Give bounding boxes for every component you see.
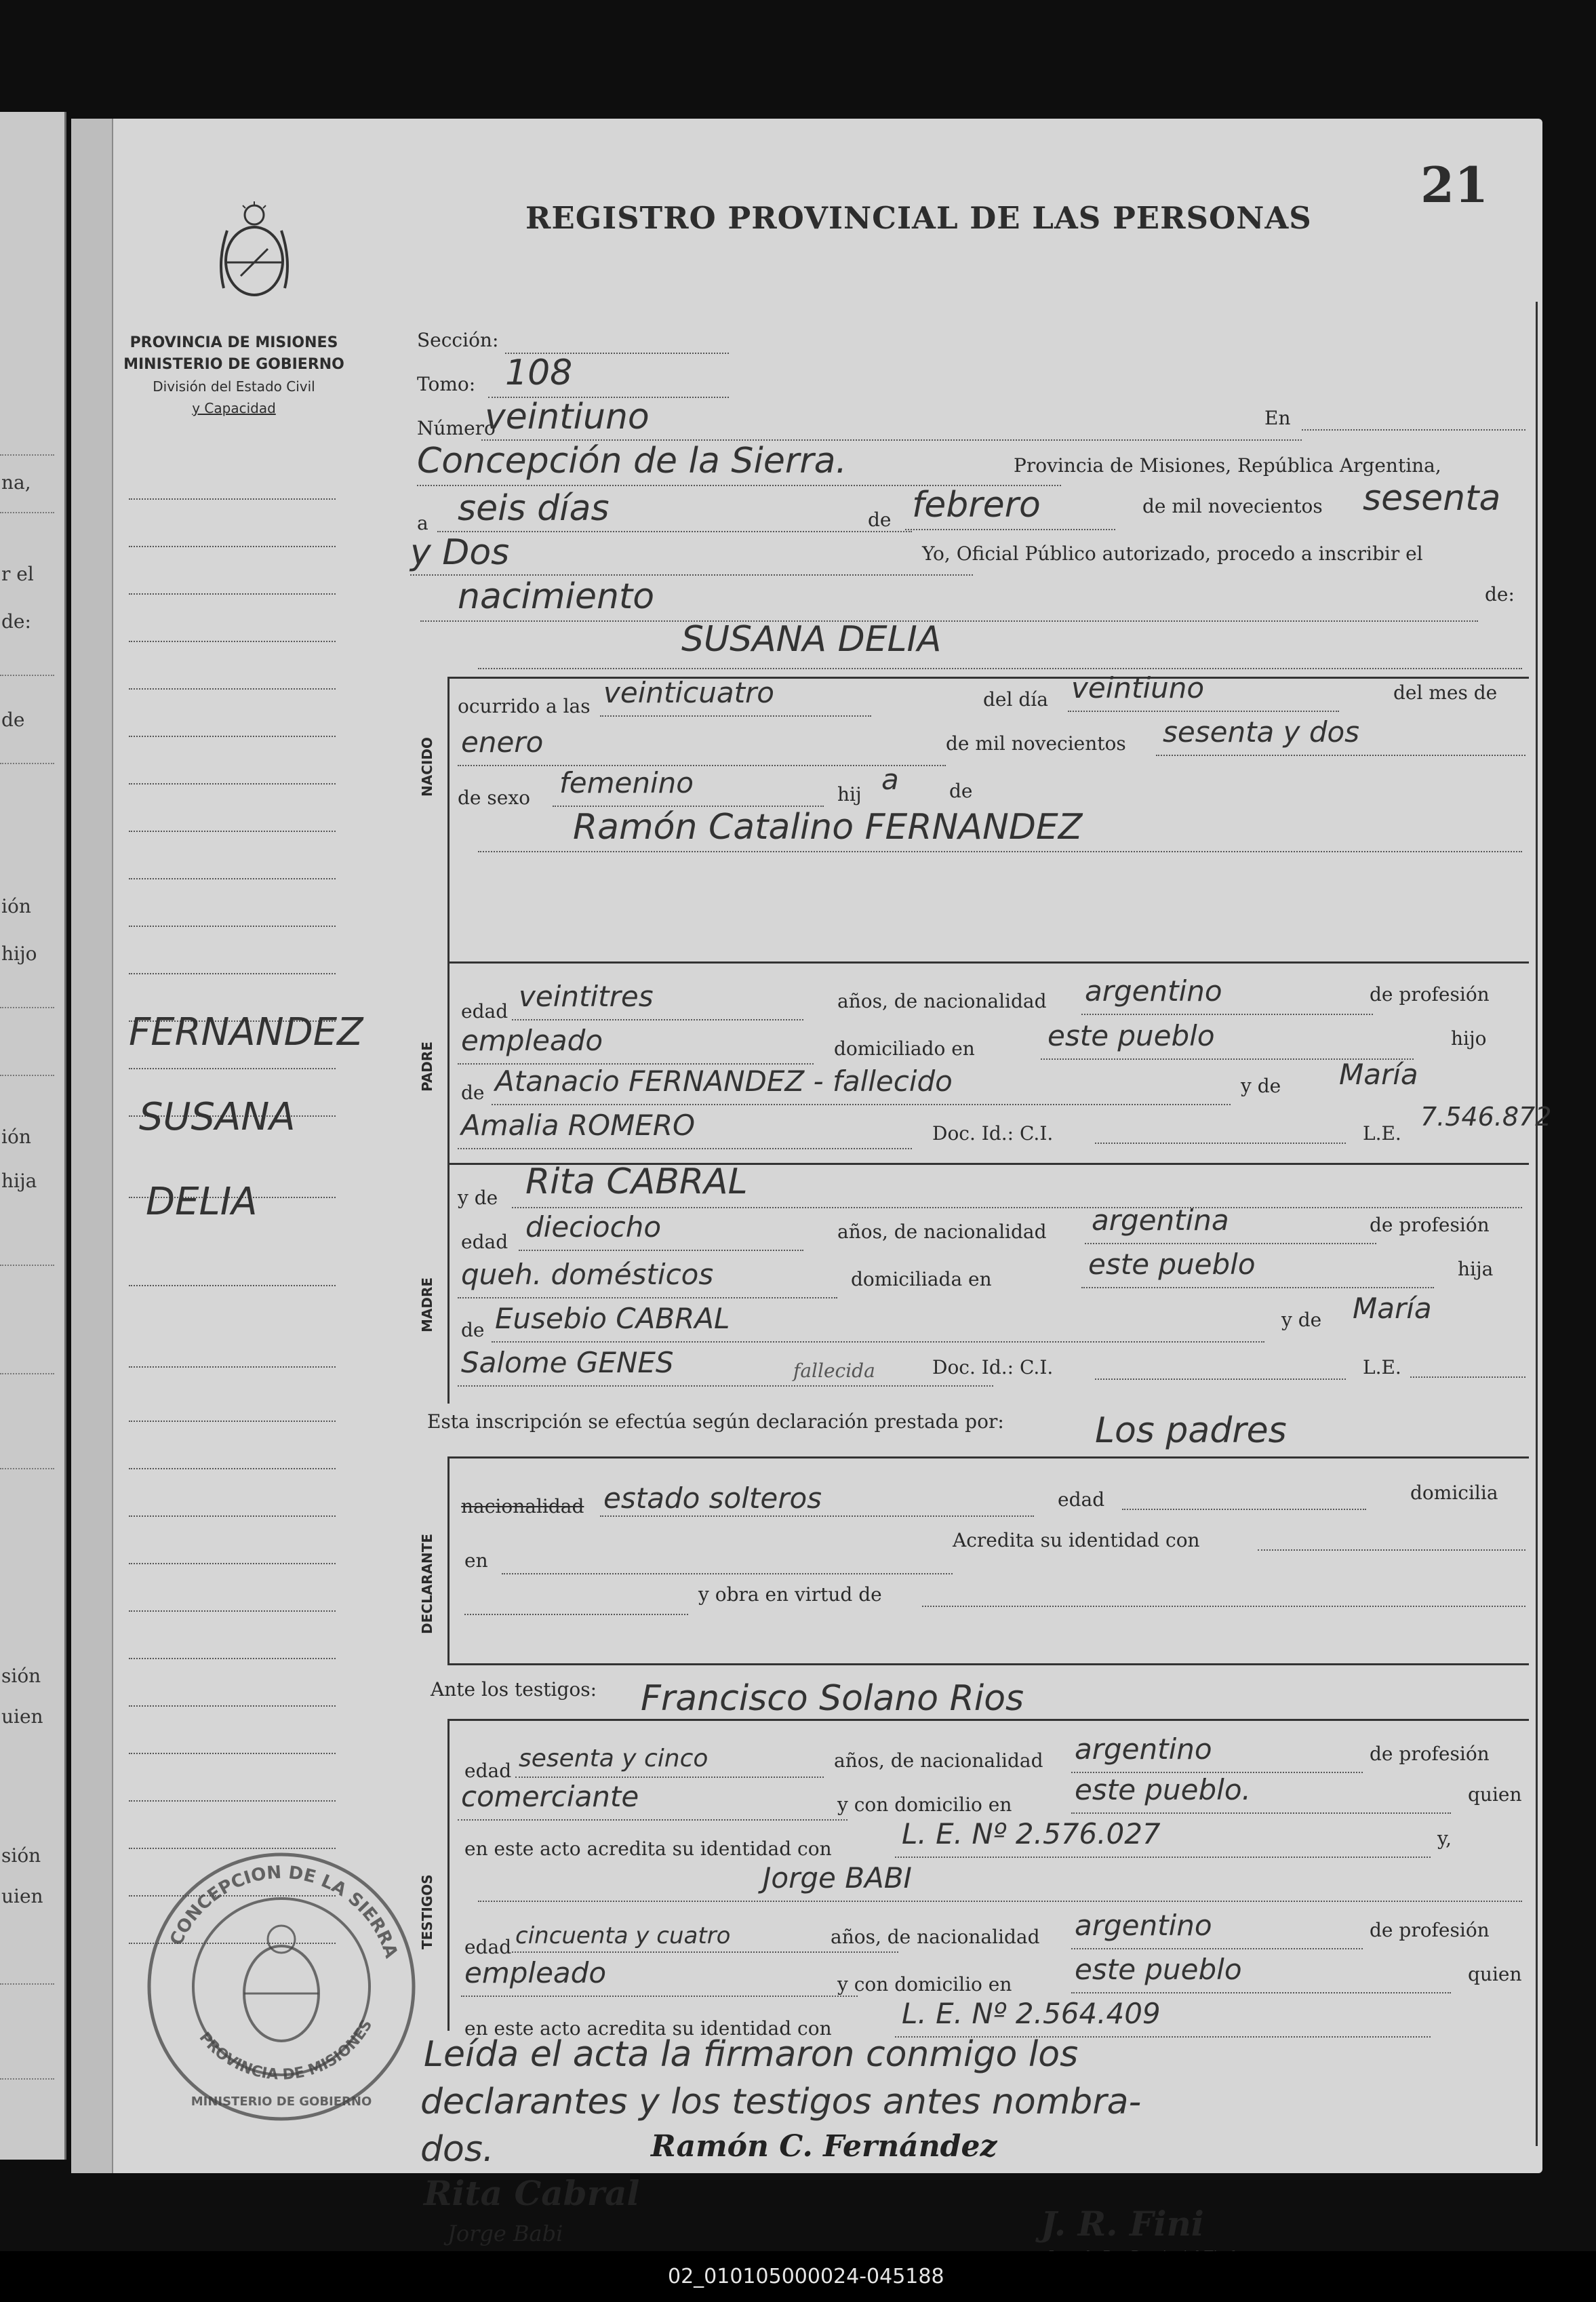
signature-mother: Rita Cabral xyxy=(424,2173,640,2213)
margin-rule xyxy=(129,1068,336,1069)
padre-dom-value[interactable]: este pueblo xyxy=(1048,1019,1215,1052)
witness-2-doc[interactable]: L. E. Nº 2.564.409 xyxy=(902,1997,1161,2030)
numero-label: Número xyxy=(417,417,496,439)
witness-1-nac[interactable]: argentino xyxy=(1075,1732,1212,1766)
margin-rule xyxy=(129,593,336,595)
register-page xyxy=(71,119,1552,2246)
coat-of-arms-icon xyxy=(210,200,298,302)
t1-dom-line xyxy=(1071,1812,1451,1814)
margin-rule xyxy=(129,1285,336,1286)
madre-dom-line xyxy=(1081,1287,1434,1288)
prev-page-rule xyxy=(0,1373,54,1374)
closing-line-1: Leída el acta la firmaron conmigo los xyxy=(424,2034,1079,2075)
madre-left-rule xyxy=(447,1163,450,1404)
anio-value[interactable]: sesenta y dos xyxy=(1163,715,1360,749)
officer-text: Yo, Oficial Público autorizado, procedo a inscribir el xyxy=(922,542,1423,565)
witness-1-dom[interactable]: este pueblo. xyxy=(1075,1773,1251,1806)
hij-suffix[interactable]: a xyxy=(881,763,899,796)
declarante-left-rule xyxy=(447,1456,450,1663)
margin-rule xyxy=(129,973,336,974)
mes-field-line xyxy=(458,765,946,766)
padre-hijo-label: hijo xyxy=(1451,1027,1487,1050)
prev-page-rule xyxy=(0,512,54,513)
madre-yde-label: y de xyxy=(458,1187,498,1209)
paternal-grandfather-line xyxy=(492,1104,1231,1105)
padre-left-rule xyxy=(447,854,450,1197)
t2-dom-label: y con domicilio en xyxy=(837,1973,1012,1996)
madre-le-line xyxy=(1410,1376,1525,1378)
mother-name[interactable]: Rita CABRAL xyxy=(525,1162,748,1202)
witness-2-name[interactable]: Jorge BABI xyxy=(763,1861,912,1894)
padre-yde-label: y de xyxy=(1241,1075,1281,1097)
t2-nac-line xyxy=(1071,1948,1363,1949)
sexo-value[interactable]: femenino xyxy=(559,766,694,799)
prev-page-rule xyxy=(0,1007,54,1008)
act-value[interactable]: nacimiento xyxy=(458,576,655,617)
margin-rule xyxy=(129,641,336,642)
t2-nac-label: años, de nacionalidad xyxy=(831,1926,1040,1948)
t1-prof-label: de profesión xyxy=(1370,1743,1490,1765)
madre-yde2-label: y de xyxy=(1281,1309,1322,1331)
prev-page-fragment: hija xyxy=(1,1170,37,1192)
prev-page-rule xyxy=(0,763,54,764)
prev-page-rule xyxy=(0,1265,54,1266)
nacido-de-label: de xyxy=(949,780,973,802)
prev-page-fragment: sión xyxy=(1,1844,41,1867)
margin-rule xyxy=(129,498,336,500)
declarante-en-label: en xyxy=(464,1549,488,1572)
madre-nac-value[interactable]: argentina xyxy=(1092,1204,1229,1237)
padre-nac-label: años, de nacionalidad xyxy=(837,990,1047,1012)
page-title: REGISTRO PROVINCIAL DE LAS PERSONAS xyxy=(525,200,1312,236)
t1-y-label: y, xyxy=(1437,1827,1452,1850)
de-label: de xyxy=(868,509,892,531)
t2-edad-line xyxy=(512,1951,898,1953)
testigos-intro: Ante los testigos: xyxy=(431,1678,597,1701)
prev-page-rule xyxy=(0,1468,54,1469)
madre-nac-line xyxy=(1085,1243,1376,1244)
child-name-line xyxy=(478,668,1522,669)
padre-nac-value[interactable]: argentino xyxy=(1085,974,1222,1008)
stamp-ring-text: CONCEPCION DE LA SIERRA xyxy=(166,1862,401,1961)
margin-rule xyxy=(129,1753,336,1754)
madre-dom-label: domiciliada en xyxy=(851,1268,992,1290)
witness-2-prof[interactable]: empleado xyxy=(464,1956,607,1989)
declarante-section-label: DECLARANTE xyxy=(419,1533,435,1634)
stamp-ring-text-3: MINISTERIO DE GOBIERNO xyxy=(191,2095,372,2109)
witness-2-dom[interactable]: este pueblo xyxy=(1075,1953,1242,1986)
margin-rule xyxy=(129,1658,336,1659)
anio-label: de mil novecientos xyxy=(946,732,1126,755)
previous-page-edge xyxy=(0,112,66,2160)
maternal-grandmother-line xyxy=(458,1385,993,1387)
declarante-value[interactable]: Los padres xyxy=(1095,1410,1287,1451)
closing-line-2: declarantes y los testigos antes nombra- xyxy=(420,2082,1142,2122)
en-label: En xyxy=(1264,407,1291,429)
prev-page-fragment: na, xyxy=(1,471,31,494)
madre-hija-label: hija xyxy=(1458,1258,1494,1280)
province-text: Provincia de Misiones, República Argentina, xyxy=(1014,454,1441,477)
padre-edad-line xyxy=(512,1019,803,1020)
t2-quien-label: quien xyxy=(1468,1963,1522,1985)
declarante-intro: Esta inscripción se efectúa según declaración prestada por: xyxy=(427,1410,1004,1433)
margin-rule xyxy=(129,831,336,832)
margin-rule xyxy=(129,1468,336,1469)
year-text: de mil novecientos xyxy=(1142,495,1323,517)
declarante-bottom-rule xyxy=(447,1663,1529,1665)
a-label: a xyxy=(417,512,428,534)
en-field-line xyxy=(1302,429,1525,431)
declarante-obra-label: y obra en virtud de xyxy=(698,1583,882,1606)
margin-rule xyxy=(129,926,336,927)
maternal-grandmother-1[interactable]: María xyxy=(1353,1292,1432,1325)
hij-label: hij xyxy=(837,783,862,806)
father-name[interactable]: Ramón Catalino FERNANDEZ xyxy=(573,807,1083,848)
madre-prof-line xyxy=(458,1297,837,1298)
t1-nac-label: años, de nacionalidad xyxy=(834,1749,1043,1772)
image-id-caption: 02_010105000024-045188 xyxy=(668,2265,944,2288)
maternal-grandmother-2[interactable]: Salome GENES xyxy=(461,1346,674,1379)
declarante-nac-struck: nacionalidad xyxy=(461,1495,584,1517)
page-number: 21 xyxy=(1420,156,1489,214)
prev-page-fragment: de xyxy=(1,709,25,731)
prev-page-fragment: r el xyxy=(1,563,34,585)
maternal-grandmother-3[interactable]: fallecida xyxy=(793,1360,875,1382)
office-capacity: y Capacidad xyxy=(192,400,276,416)
prev-page-rule xyxy=(0,675,54,676)
testigos-left-rule xyxy=(447,1719,450,2031)
prev-page-rule xyxy=(0,1075,54,1076)
mes-label: del mes de xyxy=(1393,681,1498,704)
margin-middle-name: DELIA xyxy=(146,1180,258,1224)
padre-prof-label: de profesión xyxy=(1370,983,1490,1006)
year-field-line xyxy=(410,574,973,576)
tomo-value[interactable]: 108 xyxy=(505,353,573,393)
t2-prof-label: de profesión xyxy=(1370,1919,1490,1941)
prev-page-fragment: uien xyxy=(1,1705,43,1728)
margin-rule xyxy=(129,783,336,785)
declarante-edad-line xyxy=(1122,1509,1366,1510)
signature-officer: J. R. Fini xyxy=(1041,2204,1204,2244)
madre-nac-label: años, de nacionalidad xyxy=(837,1221,1047,1243)
declarante-acredita-label: Acredita su identidad con xyxy=(953,1529,1200,1551)
madre-dom-value[interactable]: este pueblo xyxy=(1088,1248,1256,1281)
year-value-2[interactable]: y Dos xyxy=(410,532,510,573)
margin-rule xyxy=(129,1515,336,1517)
prev-page-fragment: sión xyxy=(1,1665,41,1687)
dia-field-line xyxy=(1068,711,1339,712)
margin-rule xyxy=(129,1563,336,1564)
madre-prof-label: de profesión xyxy=(1370,1214,1490,1236)
t2-acredita-label: en este acto acredita su identidad con xyxy=(464,2017,832,2040)
t2-dom-line xyxy=(1071,1992,1451,1993)
declarante-edad-label: edad xyxy=(1058,1488,1105,1511)
office-ministry: MINISTERIO DE GOBIERNO xyxy=(123,356,344,373)
madre-edad-line xyxy=(519,1250,803,1251)
witness-2-edad[interactable]: cincuenta y cuatro xyxy=(515,1922,731,1949)
witness-1-doc[interactable]: L. E. Nº 2.576.027 xyxy=(902,1817,1161,1850)
hora-field-line xyxy=(600,715,871,717)
prev-page-fragment: ión xyxy=(1,1126,31,1148)
padre-le-value[interactable]: 7.546.872 xyxy=(1420,1102,1552,1132)
year-value-1[interactable]: sesenta xyxy=(1363,478,1501,519)
declarante-estado-line xyxy=(600,1515,1034,1517)
witness-1-prof[interactable]: comerciante xyxy=(461,1780,639,1813)
prev-page-fragment: ión xyxy=(1,895,31,917)
padre-de-label: de xyxy=(461,1081,485,1104)
t1-dom-label: y con domicilio en xyxy=(837,1793,1012,1816)
prev-page-fragment: hijo xyxy=(1,942,37,965)
margin-rule xyxy=(129,1421,336,1422)
month-value[interactable]: febrero xyxy=(912,485,1041,525)
official-stamp-icon xyxy=(142,1848,420,2126)
margin-rule xyxy=(129,1705,336,1707)
paternal-grandfather[interactable]: Atanacio FERNANDEZ - fallecido xyxy=(495,1065,953,1098)
office-division: División del Estado Civil xyxy=(153,378,315,395)
madre-section-label: MADRE xyxy=(419,1277,435,1332)
nacido-bottom-rule xyxy=(447,961,1529,964)
maternal-grandfather[interactable]: Eusebio CABRAL xyxy=(495,1302,730,1335)
t1-prof-line xyxy=(458,1819,847,1821)
tomo-label: Tomo: xyxy=(417,373,476,395)
declarante-acredita-line xyxy=(1258,1549,1525,1551)
t1-edad-line xyxy=(515,1777,824,1778)
prev-page-rule xyxy=(0,454,54,456)
stamp-ring-text-2: PROVINCIA DE MISIONES xyxy=(195,2017,376,2084)
paternal-grandmother-1[interactable]: María xyxy=(1339,1058,1418,1091)
anio-field-line xyxy=(1156,755,1525,756)
padre-doc-label: Doc. Id.: C.I. xyxy=(932,1122,1054,1145)
padre-edad-label: edad xyxy=(461,1000,508,1023)
margin-rule xyxy=(129,546,336,547)
footer-bar xyxy=(0,2251,1596,2302)
padre-dom-label: domiciliado en xyxy=(834,1037,975,1060)
madre-ci-line xyxy=(1095,1378,1346,1380)
padre-le-label: L.E. xyxy=(1363,1122,1401,1145)
t2-prof-line xyxy=(461,1996,858,1997)
padre-section-label: PADRE xyxy=(419,1041,435,1092)
margin-rule xyxy=(129,736,336,737)
witness-2-nac[interactable]: argentino xyxy=(1075,1909,1212,1942)
dia-value[interactable]: veintiuno xyxy=(1071,671,1205,705)
t1-acredita-label: en este acto acredita su identidad con xyxy=(464,1838,832,1860)
page-binding-shadow xyxy=(71,119,113,2173)
seccion-label: Sección: xyxy=(417,329,499,351)
t2-edad-label: edad xyxy=(464,1936,512,1958)
madre-le-label: L.E. xyxy=(1363,1356,1401,1378)
de-colon-label: de: xyxy=(1485,583,1515,606)
margin-first-name: SUSANA xyxy=(139,1095,296,1139)
witness-1-name[interactable]: Francisco Solano Rios xyxy=(641,1678,1024,1719)
margin-rule xyxy=(129,688,336,690)
madre-de-label: de xyxy=(461,1319,485,1341)
sexo-label: de sexo xyxy=(458,787,530,809)
declarante-obra-line xyxy=(922,1606,1525,1607)
day-value[interactable]: seis días xyxy=(458,488,610,529)
declarante-estado-value[interactable]: estado solteros xyxy=(603,1482,822,1515)
place-value[interactable]: Concepción de la Sierra. xyxy=(417,441,847,481)
margin-rule xyxy=(129,1800,336,1802)
prev-page-fragment: uien xyxy=(1,1885,43,1907)
dia-label: del día xyxy=(983,688,1048,711)
numero-value[interactable]: veintiuno xyxy=(485,397,650,437)
month-field-line xyxy=(905,529,1115,530)
form-right-border xyxy=(1536,302,1538,2146)
closing-line-3: dos. xyxy=(420,2129,494,2170)
maternal-grandfather-line xyxy=(492,1341,1264,1343)
hora-value[interactable]: veinticuatro xyxy=(603,676,774,709)
paternal-grandmother-line xyxy=(458,1148,912,1149)
padre-nac-line xyxy=(1081,1014,1373,1015)
declarante-line-3a xyxy=(464,1614,688,1615)
margin-rule xyxy=(129,1610,336,1612)
padre-ci-line xyxy=(1095,1143,1346,1144)
act-field-line xyxy=(420,620,1478,622)
issuing-office-block xyxy=(112,332,356,419)
margin-rule xyxy=(129,1366,336,1368)
madre-edad-value[interactable]: dieciocho xyxy=(525,1210,662,1244)
witness-2-name-line xyxy=(478,1901,1522,1902)
margin-surname: FERNANDEZ xyxy=(129,1010,363,1054)
declarante-top-rule xyxy=(447,1456,1529,1458)
madre-prof-value[interactable]: queh. domésticos xyxy=(461,1258,714,1291)
prev-page-fragment: de: xyxy=(1,610,31,633)
madre-edad-label: edad xyxy=(461,1231,508,1253)
t1-doc-line xyxy=(895,1857,1431,1858)
ocurrido-label: ocurrido a las xyxy=(458,695,591,717)
signature-father: Ramón C. Fernández xyxy=(651,2129,997,2164)
t1-edad-label: edad xyxy=(464,1760,512,1782)
testigos-top-rule xyxy=(447,1719,1529,1721)
office-province: PROVINCIA DE MISIONES xyxy=(129,334,338,351)
prev-page-rule xyxy=(0,2078,54,2080)
madre-doc-label: Doc. Id.: C.I. xyxy=(932,1356,1054,1378)
svg-text:PROVINCIA DE MISIONES xyxy=(196,2017,376,2084)
signature-witness: Jorge Babi xyxy=(447,2221,563,2246)
father-name-line xyxy=(478,851,1522,852)
t1-quien-label: quien xyxy=(1468,1783,1522,1806)
margin-rule xyxy=(129,878,336,879)
mother-name-line xyxy=(512,1207,1522,1208)
testigos-section-label: TESTIGOS xyxy=(419,1874,435,1949)
nacido-section-label: NACIDO xyxy=(419,737,435,797)
padre-prof-value[interactable]: empleado xyxy=(461,1024,603,1057)
witness-1-edad[interactable]: sesenta y cinco xyxy=(519,1745,709,1772)
child-name[interactable]: SUSANA DELIA xyxy=(681,619,942,660)
declarante-en-line xyxy=(502,1573,953,1574)
declarante-domicilia-label: domicilia xyxy=(1410,1482,1498,1504)
prev-page-rule xyxy=(0,1983,54,1985)
padre-edad-value[interactable]: veintitres xyxy=(519,980,654,1013)
mes-value[interactable]: enero xyxy=(461,726,544,759)
paternal-grandmother-2[interactable]: Amalia ROMERO xyxy=(461,1109,696,1142)
